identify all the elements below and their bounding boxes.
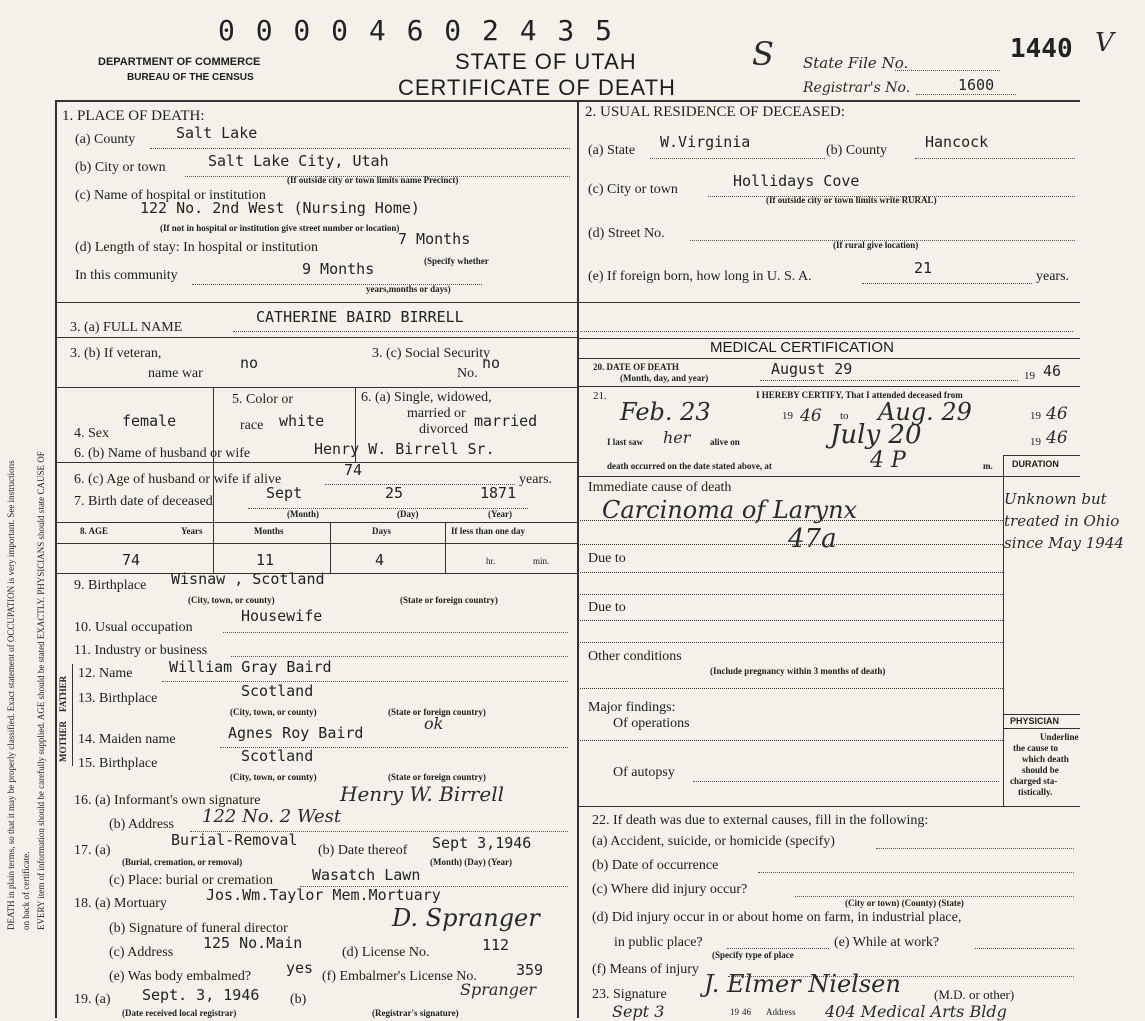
date-death-century: 19 <box>1024 370 1035 382</box>
place-value: Wasatch Lawn <box>312 866 421 884</box>
ssn-label-2: No. <box>457 366 478 381</box>
age-years-label: Years <box>181 526 203 536</box>
other-label: Other conditions <box>588 649 682 664</box>
race-label: race <box>240 418 264 433</box>
certify-text: I HEREBY CERTIFY, That I attended deceased from <box>756 390 963 400</box>
full-name-label: 3. (a) FULL NAME <box>70 320 183 335</box>
from-century: 19 <box>782 410 793 422</box>
burial-date-label: (b) Date thereof <box>318 843 408 858</box>
veteran-label: 3. (b) If veteran, <box>70 346 162 361</box>
res-city-note: (If outside city or town limits write RURAL) <box>766 195 937 205</box>
attended-from: Feb. 23 <box>620 398 711 426</box>
veteran-label-2: name war <box>148 366 203 381</box>
due-to-label-2: Due to <box>588 600 626 615</box>
community-label: In this community <box>75 268 178 283</box>
license-value: 112 <box>482 936 510 954</box>
external-d-label-2: in public place? <box>614 935 703 950</box>
hospital-note: (If not in hospital or institution give street number or location) <box>160 223 400 233</box>
place-label: (c) Place: burial or cremation <box>109 873 274 888</box>
spouse-age-label: 6. (c) Age of husband or wife if alive <box>74 472 282 487</box>
spouse-years-label: years. <box>519 472 553 487</box>
father-side-label: FATHER <box>58 675 68 712</box>
physician-note-1: Underline <box>1040 732 1079 742</box>
due-to-label-1: Due to <box>588 551 626 566</box>
bureau: BUREAU OF THE CENSUS <box>127 72 254 83</box>
s-mark: S <box>752 35 774 73</box>
age-months: 11 <box>256 551 275 569</box>
birth-month: Sept <box>266 484 303 502</box>
external-d-label: (d) Did injury occur in or about home on farm, in industrial place, <box>592 910 962 925</box>
year-label: (Year) <box>488 509 512 519</box>
medical-heading: MEDICAL CERTIFICATION <box>710 339 894 356</box>
from-year: 46 <box>800 406 822 426</box>
attended-to: Aug. 29 <box>878 398 972 426</box>
physician-label: PHYSICIAN <box>1010 716 1060 726</box>
page-title: CERTIFICATE OF DEATH <box>398 75 676 100</box>
date-received: Sept. 3, 1946 <box>142 986 260 1004</box>
color-label: 5. Color or <box>232 392 294 407</box>
mortuary-address: 125 No.Main <box>203 934 303 952</box>
age-less-label: If less than one day <box>451 526 526 536</box>
stay-label: (d) Length of stay: In hospital or institution <box>75 240 319 255</box>
date-death-label: 20. DATE OF DEATH <box>593 362 679 372</box>
v-mark: V <box>1095 28 1114 58</box>
res-county-value: Hancock <box>925 133 989 151</box>
certify-number: 21. <box>593 390 607 402</box>
external-a-label: (a) Accident, suicide, or homicide (specify) <box>592 834 835 849</box>
serial-number: 0 0 0 0 4 6 0 2 4 3 5 <box>218 14 615 47</box>
mortuary-label: 18. (a) Mortuary <box>74 896 167 911</box>
age-label: 8. AGE <box>80 526 109 536</box>
res-county-label: (b) County <box>826 143 888 158</box>
state-heading: STATE OF UTAH <box>455 49 637 74</box>
director-label: (b) Signature of funeral director <box>109 921 288 936</box>
operations-label: Of operations <box>613 716 690 731</box>
duration-text: Unknown but treated in Ohio since May 1944 <box>1004 490 1124 552</box>
external-c-note: (City or town) (County) (State) <box>845 898 964 908</box>
father-name-value: William Gray Baird <box>169 658 332 676</box>
registrar-sig-note: (Registrar's signature) <box>372 1008 459 1018</box>
md-label: (M.D. or other) <box>934 987 1015 1002</box>
last-saw-label: I last saw <box>607 437 644 447</box>
director-signature: D. Spranger <box>392 904 540 932</box>
physician-note-2: the cause to <box>1013 743 1058 753</box>
date-received-label: 19. (a) <box>74 992 111 1007</box>
birth-label: 7. Birth date of deceased <box>74 494 213 509</box>
city-label: (b) City or town <box>75 160 166 175</box>
foreign-label: (e) If foreign born, how long in U. S. A. <box>588 269 812 284</box>
informant-address-label: (b) Address <box>109 817 174 832</box>
specify-note: (Specify whether <box>424 256 489 266</box>
marital-label: 6. (a) Single, widowed, <box>361 390 492 405</box>
res-city-value: Hollidays Cove <box>733 172 860 190</box>
birthplace-label: 9. Birthplace <box>74 578 147 593</box>
mdy-note: (Month) (Day) (Year) <box>430 857 512 867</box>
other-note: (Include pregnancy within 3 months of death) <box>710 666 886 676</box>
physician-note-5: charged sta- <box>1010 776 1058 786</box>
father-loc-note-2: (State or foreign country) <box>388 707 486 717</box>
age-months-label: Months <box>254 526 284 536</box>
registrar-label: Registrar's No. <box>803 80 911 96</box>
registrar-number: 1600 <box>958 76 995 94</box>
spouse-value: Henry W. Birrell Sr. <box>314 440 495 458</box>
hospital-value: 122 No. 2nd West (Nursing Home) <box>140 199 420 217</box>
external-e-label: (e) While at work? <box>834 935 940 950</box>
signature-date: Sept 3 <box>612 1002 665 1021</box>
ok-mark: ok <box>424 714 444 733</box>
occurred-time: 4 P <box>870 448 906 473</box>
physician-signature: J. Elmer Nielsen <box>704 970 901 998</box>
date-death-note: (Month, day, and year) <box>620 373 709 383</box>
birth-year: 1871 <box>480 484 517 502</box>
spouse-label: 6. (b) Name of husband or wife <box>74 446 251 461</box>
mother-name-value: Agnes Roy Baird <box>228 724 364 742</box>
stay-hospital-value: 7 Months <box>398 230 471 248</box>
burial-value: Burial-Removal <box>171 831 298 849</box>
mortuary-value: Jos.Wm.Taylor Mem.Mortuary <box>206 886 441 904</box>
date-death-value: August 29 <box>771 360 853 378</box>
signature-address: 404 Medical Arts Bldg <box>825 1002 1007 1021</box>
father-birthplace-label: 13. Birthplace <box>78 691 158 706</box>
sex-value: female <box>122 412 177 430</box>
m-label: m. <box>983 461 993 471</box>
to-year: 46 <box>1046 404 1068 424</box>
race-value: white <box>279 412 325 430</box>
side-instructions-c: EVERY item of information should be carefully supplied. AGE should be stated EXACTLY. PHYSICIANS should state CAUSE OF <box>36 451 46 930</box>
mother-birthplace-value: Scotland <box>241 747 314 765</box>
mother-side-label: MOTHER <box>58 720 68 762</box>
marital-label-2: married or <box>407 406 466 421</box>
mortuary-address-label: (c) Address <box>109 945 174 960</box>
burial-label: 17. (a) <box>74 843 111 858</box>
external-f-label: (f) Means of injury <box>592 962 699 977</box>
city-value: Salt Lake City, Utah <box>208 152 389 170</box>
ssn-label: 3. (c) Social Security <box>372 346 491 361</box>
embalmer-label: (f) Embalmer's License No. <box>322 969 477 984</box>
month-label: (Month) <box>287 509 319 519</box>
alive-on-label: alive on <box>710 437 740 447</box>
residence-heading: 2. USUAL RESIDENCE OF DECEASED: <box>585 104 845 120</box>
date-death-year: 46 <box>1043 362 1062 380</box>
county-value: Salt Lake <box>176 124 258 142</box>
birthplace-note-2: (State or foreign country) <box>400 595 498 605</box>
mother-loc-note-2: (State or foreign country) <box>388 772 486 782</box>
informant-address: 122 No. 2 West <box>202 806 342 827</box>
mother-name-label: 14. Maiden name <box>78 732 176 747</box>
occupation-label: 10. Usual occupation <box>74 620 193 635</box>
last-saw-date: July 20 <box>830 420 922 450</box>
burial-date: Sept 3,1946 <box>432 834 532 852</box>
age-years: 74 <box>122 551 141 569</box>
registrar-sig-label: (b) <box>290 992 307 1007</box>
signature-address-label: Address <box>766 1007 796 1017</box>
age-days-label: Days <box>372 526 392 536</box>
father-birthplace-value: Scotland <box>241 682 314 700</box>
physician-note-3: which death <box>1022 754 1069 764</box>
foreign-years-label: years. <box>1036 269 1070 284</box>
foreign-years: 21 <box>914 259 933 277</box>
license-label: (d) License No. <box>342 945 430 960</box>
burial-note: (Burial, cremation, or removal) <box>122 857 243 867</box>
duration-label: DURATION <box>1012 459 1059 469</box>
mother-birthplace-label: 15. Birthplace <box>78 756 158 771</box>
external-heading: 22. If death was due to external causes, fill in the following: <box>592 813 929 828</box>
birthplace-value: Wisnaw , Scotland <box>171 570 325 588</box>
spouse-age-value: 74 <box>344 461 363 479</box>
external-c-label: (c) Where did injury occur? <box>592 882 748 897</box>
age-days: 4 <box>375 551 385 569</box>
birth-day: 25 <box>385 484 404 502</box>
state-file-number: 1440 <box>1010 34 1073 64</box>
embalmed-value: yes <box>286 959 314 977</box>
full-name-value: CATHERINE BAIRD BIRRELL <box>256 308 464 326</box>
signature-label: 23. Signature <box>592 987 667 1002</box>
external-specify-note: (Specify type of place <box>712 950 794 960</box>
father-loc-note-1: (City, town, or county) <box>230 707 317 717</box>
ssn-value: no <box>482 354 501 372</box>
side-instructions-b: on back of certificate. <box>21 851 31 930</box>
signature-year: 46 <box>742 1007 751 1017</box>
informant-sig-label: 16. (a) Informant's own signature <box>74 793 261 808</box>
date-received-note: (Date received local registrar) <box>122 1008 237 1018</box>
last-saw-who: her <box>663 428 691 447</box>
occupation-value: Housewife <box>241 607 323 625</box>
industry-label: 11. Industry or business <box>74 643 208 658</box>
informant-signature: Henry W. Birrell <box>340 782 504 806</box>
occurred-label: death occurred on the date stated above, at <box>607 461 772 471</box>
embalmed-label: (e) Was body embalmed? <box>109 969 252 984</box>
mother-loc-note-1: (City, town, or county) <box>230 772 317 782</box>
signature-century: 19 <box>730 1007 739 1017</box>
last-saw-year: 46 <box>1046 428 1068 448</box>
department: DEPARTMENT OF COMMERCE <box>98 56 261 68</box>
state-file-label: State File No. <box>803 54 909 72</box>
res-street-note: (If rural give location) <box>833 240 919 250</box>
city-note: (If outside city or town limits name Precinct) <box>287 175 459 185</box>
last-saw-century: 19 <box>1030 436 1041 448</box>
external-b-label: (b) Date of occurrence <box>592 858 719 873</box>
min-label: min. <box>533 556 550 566</box>
physician-note-6: tistically. <box>1018 787 1053 797</box>
res-city-label: (c) City or town <box>588 182 678 197</box>
cause-code: 47a <box>788 524 837 554</box>
to-label: to <box>840 410 849 422</box>
embalmer-license: 359 <box>516 961 544 979</box>
side-instructions-a: DEATH in plain terms, so that it may be properly classified. Exact statement of OCCUPATION is very important. See instructions <box>6 460 16 930</box>
day-label: (Day) <box>397 509 419 519</box>
marital-value: married <box>474 412 538 430</box>
autopsy-label: Of autopsy <box>613 765 675 780</box>
birthplace-note-1: (City, town, or county) <box>188 595 275 605</box>
veteran-value: no <box>240 354 259 372</box>
res-state-label: (a) State <box>588 143 636 158</box>
to-century: 19 <box>1030 410 1041 422</box>
ymd-note: years,months or days) <box>366 284 451 294</box>
place-of-death-heading: 1. PLACE OF DEATH: <box>62 108 205 124</box>
immediate-label: Immediate cause of death <box>588 480 732 495</box>
marital-label-3: divorced <box>419 422 468 437</box>
major-findings-label: Major findings: <box>588 700 676 715</box>
sex-label: 4. Sex <box>74 426 109 441</box>
immediate-cause: Carcinoma of Larynx <box>602 496 858 524</box>
hr-label: hr. <box>486 556 496 566</box>
county-label: (a) County <box>75 132 136 147</box>
res-state-value: W.Virginia <box>660 133 751 151</box>
hospital-label: (c) Name of hospital or institution <box>75 188 266 203</box>
father-name-label: 12. Name <box>78 666 133 681</box>
physician-note-4: should be <box>1022 765 1059 775</box>
stay-community-value: 9 Months <box>302 260 375 278</box>
embalmer-signature: Spranger <box>460 980 537 999</box>
res-street-label: (d) Street No. <box>588 226 665 241</box>
